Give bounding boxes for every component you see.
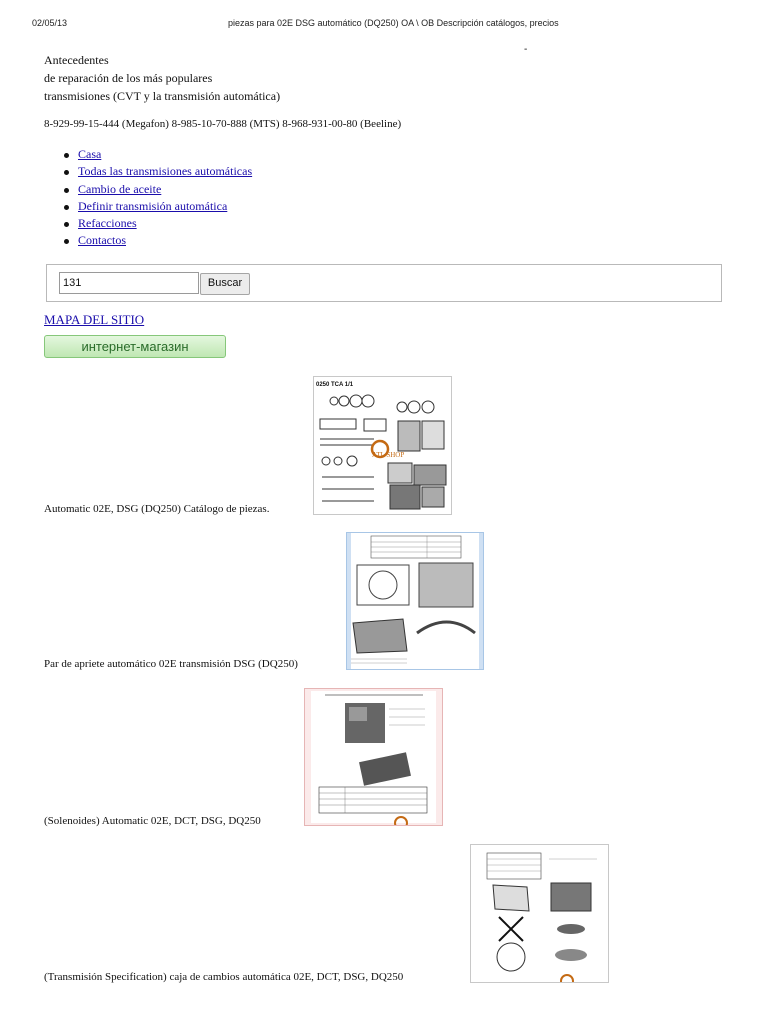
exploded-diagram-image — [314, 377, 451, 514]
nav-item-transmisiones — [44, 163, 252, 180]
online-shop-button[interactable]: интернет-магазин — [44, 335, 226, 358]
intro-line: de reparación de los más populares — [44, 71, 213, 85]
intro-line: transmisiones (CVT y la transmisión automática) — [44, 89, 281, 103]
nav-item-refacciones — [44, 215, 252, 232]
nav-link-contactos[interactable]: Contactos — [78, 233, 126, 248]
item-caption: Automatic 02E, DSG (DQ250) Catálogo de piezas. — [44, 503, 270, 515]
torque-table-image — [347, 533, 483, 669]
nav-list — [44, 146, 252, 250]
print-date: 02/05/13 — [32, 18, 68, 28]
solenoids-image — [305, 689, 442, 825]
sitemap-link[interactable]: MAPA DEL SITIO — [44, 312, 145, 327]
search-input[interactable]: 131 — [59, 272, 199, 294]
torque-thumbnail[interactable] — [346, 532, 484, 670]
nav-link-transmisiones[interactable]: Todas las transmisiones automáticas — [78, 164, 253, 179]
print-title: piezas para 02E DSG automático (DQ250) OA \ OB Descripción catálogos, precios — [228, 18, 559, 28]
search-button[interactable]: Buscar — [200, 273, 250, 295]
dash-mark: - — [524, 44, 528, 55]
nav-item-definir — [44, 198, 252, 215]
specification-image — [471, 845, 608, 982]
nav-item-casa — [44, 146, 252, 163]
print-header — [32, 18, 736, 32]
thumb-label: 0250 TCA 1/1 — [316, 382, 354, 388]
parts-catalog-thumbnail[interactable] — [313, 376, 452, 515]
nav-link-casa[interactable]: Casa — [78, 147, 102, 161]
intro-text — [44, 51, 280, 105]
specification-thumbnail[interactable] — [470, 844, 609, 983]
nav-link-definir[interactable]: Definir transmisión automática — [78, 198, 228, 213]
intro-line: Antecedentes — [44, 53, 109, 67]
item-caption: (Transmisión Specification) caja de cambios automática 02E, DCT, DSG, DQ250 — [44, 971, 404, 983]
thumb-watermark: ATL SHOP — [372, 451, 405, 459]
item-caption: (Solenoides) Automatic 02E, DCT, DSG, DQ250 — [44, 815, 261, 827]
nav-link-refacciones[interactable]: Refacciones — [78, 216, 137, 231]
search-form — [46, 264, 722, 302]
nav-item-cambio-aceite — [44, 181, 252, 198]
nav-link-cambio-aceite[interactable]: Cambio de aceite — [78, 181, 162, 196]
item-caption: Par de apriete automático 02E transmisión DSG (DQ250) — [44, 658, 298, 670]
nav-item-contactos — [44, 232, 252, 249]
phone-numbers: 8-929-99-15-444 (Megafon) 8-985-10-70-888 (MTS) 8-968-931-00-80 (Beeline) — [44, 118, 402, 130]
solenoids-thumbnail[interactable] — [304, 688, 443, 826]
